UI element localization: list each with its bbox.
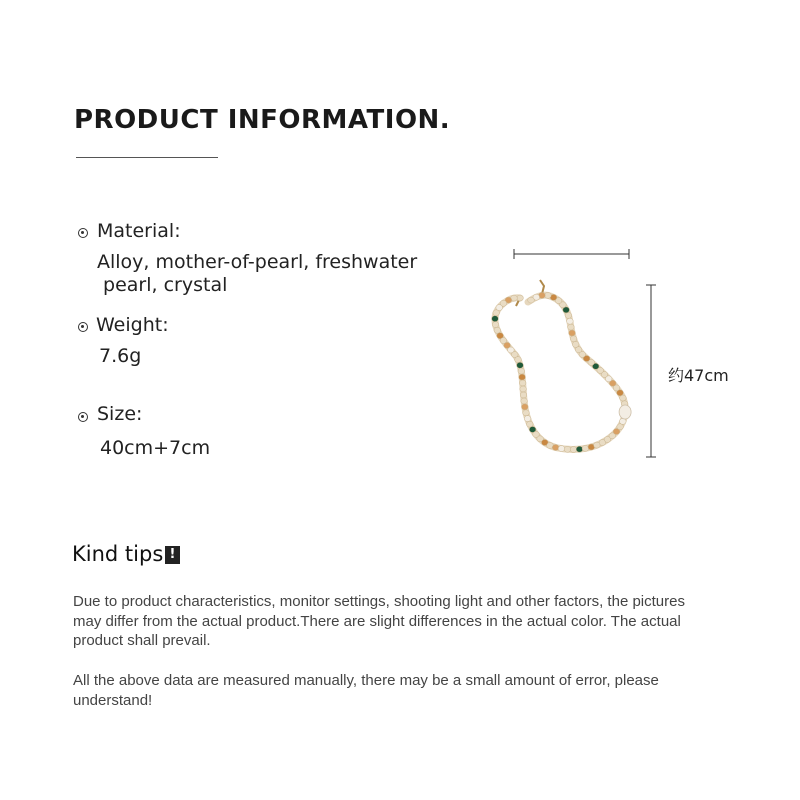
bead xyxy=(518,368,525,374)
bead xyxy=(519,374,526,380)
material-value-line-1: Alloy, mother-of-pearl, freshwater xyxy=(97,251,418,273)
bullet-icon xyxy=(78,412,88,422)
exclamation-icon: ! xyxy=(165,546,180,564)
bead xyxy=(523,410,530,416)
material-value-line-2: pearl, crystal xyxy=(97,274,228,296)
bead xyxy=(528,297,535,303)
bead xyxy=(521,398,528,404)
size-label: Size: xyxy=(97,403,143,425)
bead xyxy=(570,447,577,453)
bead xyxy=(493,310,500,316)
bead xyxy=(568,324,575,330)
bead xyxy=(569,330,576,336)
bead xyxy=(576,446,583,452)
bullet-icon xyxy=(78,228,88,238)
kind-tips-title: Kind tips xyxy=(72,542,164,566)
bead xyxy=(572,341,579,347)
bead xyxy=(492,316,499,322)
tips-paragraph-1: Due to product characteristics, monitor settings, shooting light and other factors, the pictures may differ from the actual product.There are slight differences in the actual color. The actual product shall prevail. xyxy=(73,593,685,649)
bead xyxy=(552,445,559,451)
tips-paragraph-2: All the above data are measured manually, there may be a small amount of error, please understand! xyxy=(73,672,659,709)
bead xyxy=(517,362,524,368)
title-divider xyxy=(76,157,218,158)
bullet-icon xyxy=(78,322,88,332)
bead xyxy=(524,416,531,422)
weight-value: 7.6g xyxy=(99,345,142,367)
width-dimension-line xyxy=(514,249,629,259)
bead xyxy=(582,445,589,451)
bead xyxy=(517,295,524,301)
bead xyxy=(564,446,571,452)
height-dimension-line xyxy=(646,285,656,457)
bead xyxy=(570,336,577,342)
necklace-illustration xyxy=(492,280,631,453)
dimension-label: 约47cm xyxy=(668,366,729,385)
size-value: 40cm+7cm xyxy=(100,437,211,459)
page-title: PRODUCT INFORMATION. xyxy=(74,105,451,135)
bead xyxy=(520,392,527,398)
product-image xyxy=(480,240,670,470)
bead xyxy=(545,292,552,298)
bead xyxy=(494,327,501,333)
bead xyxy=(567,318,574,324)
bead xyxy=(519,380,526,386)
material-label: Material: xyxy=(97,220,181,242)
bead xyxy=(522,404,529,410)
bead xyxy=(565,312,572,318)
weight-label: Weight: xyxy=(96,314,169,336)
bead xyxy=(492,322,499,328)
pearl-pendant xyxy=(619,405,631,419)
bead xyxy=(520,386,527,392)
bead xyxy=(515,357,522,363)
bead xyxy=(558,446,565,452)
